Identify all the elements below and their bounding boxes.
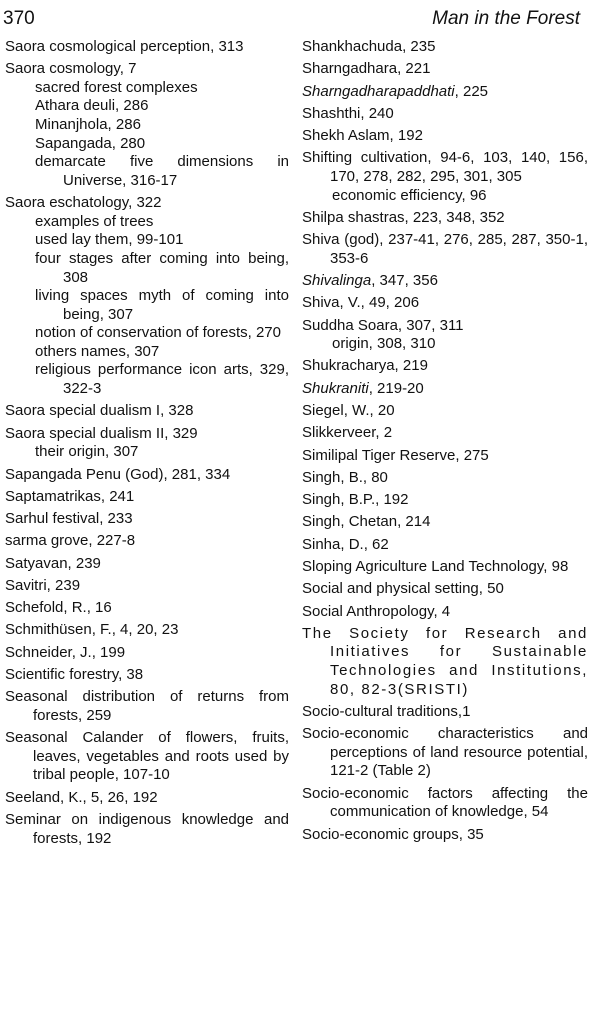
index-entry: Saptamatrikas, 241	[5, 487, 135, 505]
index-entry: Saora special dualism II, 329	[5, 424, 198, 442]
running-title: Man in the Forest	[432, 8, 580, 29]
index-entry: Shilpa shastras, 223, 348, 352	[302, 208, 505, 226]
index-subentry: sacred forest complexes	[35, 78, 198, 96]
index-entry: Seeland, K., 5, 26, 192	[5, 788, 158, 806]
index-entry: Satyavan, 239	[5, 554, 101, 572]
index-entry: The Society for Research and Initiatives for Sustainable Technologies and Institutions, 80, 82-3(SRISTI)	[302, 624, 588, 698]
index-entry: Shiva, V., 49, 206	[302, 294, 420, 312]
index-entry: Saora special dualism I, 328	[5, 402, 194, 420]
index-entry: Shekh Aslam, 192	[302, 127, 423, 145]
index-entry	[302, 380, 588, 399]
index-entry: Slikkerveer, 2	[302, 424, 393, 442]
index-subentry: origin, 308, 310	[332, 335, 436, 353]
index-entry: Sarhul festival, 233	[5, 510, 133, 528]
index-entry: Socio-economic groups, 35	[302, 825, 484, 843]
index-entry: Saora cosmological perception, 313	[5, 38, 244, 55]
index-entry: Seminar on indigenous knowledge and forests, 192	[5, 810, 289, 847]
index-entry: Scientific forestry, 38	[5, 666, 144, 684]
index-subentry: examples of trees	[35, 212, 154, 230]
index-entry: Saora eschatology, 322	[5, 194, 162, 212]
index-entry: Saora cosmology, 7	[5, 60, 137, 78]
index-entry: Shashthi, 240	[302, 104, 394, 122]
index-subentry: economic efficiency, 96	[332, 186, 487, 204]
index-subentry: used lay them, 99-101	[35, 231, 184, 249]
index-entry: Sloping Agriculture Land Technology, 98	[302, 558, 569, 575]
index-entry	[302, 272, 588, 291]
index-locators: , 225	[454, 82, 489, 100]
index-entry: Shifting cultivation, 94-6, 103, 140, 156, 170, 278, 282, 295, 301, 305	[302, 149, 588, 185]
index-entry: Socio-cultural traditions,1	[302, 702, 471, 720]
index-entry: Shankhachuda, 235	[302, 38, 436, 55]
index-subentry: Athara deuli, 286	[35, 97, 149, 115]
index-entry: Sharngadhara, 221	[302, 60, 431, 78]
index-term-italic: Shukraniti	[302, 379, 369, 397]
index-entry: Singh, Chetan, 214	[302, 513, 431, 531]
index-subentry: living spaces myth of coming into being, 307	[35, 287, 289, 323]
index-entry: Schefold, R., 16	[5, 599, 112, 617]
index-column-right	[302, 38, 588, 848]
index-locators: , 347, 356	[371, 272, 438, 290]
index-subentry: demarcate five dimensions in Universe, 316-17	[35, 153, 289, 189]
index-entry: Sapangada Penu (God), 281, 334	[5, 465, 231, 483]
index-entry: Socio-economic factors affecting the communication of knowledge, 54	[302, 784, 588, 821]
index-entry: Schmithüsen, F., 4, 20, 23	[5, 621, 179, 639]
index-subentry: notion of conservation of forests, 270	[35, 324, 281, 342]
index-entry	[302, 83, 588, 102]
index-entry: Socio-economic characteristics and perceptions of land resource potential, 121-2 (Table 2)	[302, 725, 588, 780]
index-entry: sarma grove, 227-8	[5, 532, 136, 550]
index-entry: Siegel, W., 20	[302, 402, 395, 420]
index-entry: Sinha, D., 62	[302, 535, 389, 553]
index-entry: Shukracharya, 219	[302, 357, 428, 375]
index-subentry: Minanjhola, 286	[35, 116, 141, 134]
index-entry: Social Anthropology, 4	[302, 602, 451, 620]
index-entry: Seasonal distribution of returns from forests, 259	[5, 688, 289, 724]
index-term-italic: Sharngadharapaddhati	[302, 82, 455, 100]
index-subentry: Sapangada, 280	[35, 134, 146, 152]
index-entry: Shiva (god), 237-41, 276, 285, 287, 350-1, 353-6	[302, 231, 588, 267]
index-entry: Seasonal Calander of flowers, fruits, leaves, vegetables and roots used by tribal people, 107-10	[5, 729, 289, 784]
index-entry: Singh, B., 80	[302, 468, 388, 486]
index-subentry: religious performance icon arts, 329, 322-3	[35, 361, 289, 398]
page-number: 370	[3, 8, 35, 29]
index-entry: Social and physical setting, 50	[302, 580, 504, 598]
index-term-italic: Shivalinga	[302, 272, 372, 290]
index-subentry: four stages after coming into being, 308	[35, 249, 289, 286]
index-entry: Suddha Soara, 307, 311	[302, 316, 464, 334]
index-locators: , 219-20	[368, 379, 424, 397]
index-entry: Similipal Tiger Reserve, 275	[302, 446, 489, 464]
index-entry: Singh, B.P., 192	[302, 491, 409, 509]
index-subentry: their origin, 307	[35, 443, 139, 461]
index-subentry: others names, 307	[35, 342, 160, 360]
index-entry: Savitri, 239	[5, 576, 81, 594]
index-entry: Schneider, J., 199	[5, 643, 126, 661]
index-column-left	[5, 38, 289, 852]
